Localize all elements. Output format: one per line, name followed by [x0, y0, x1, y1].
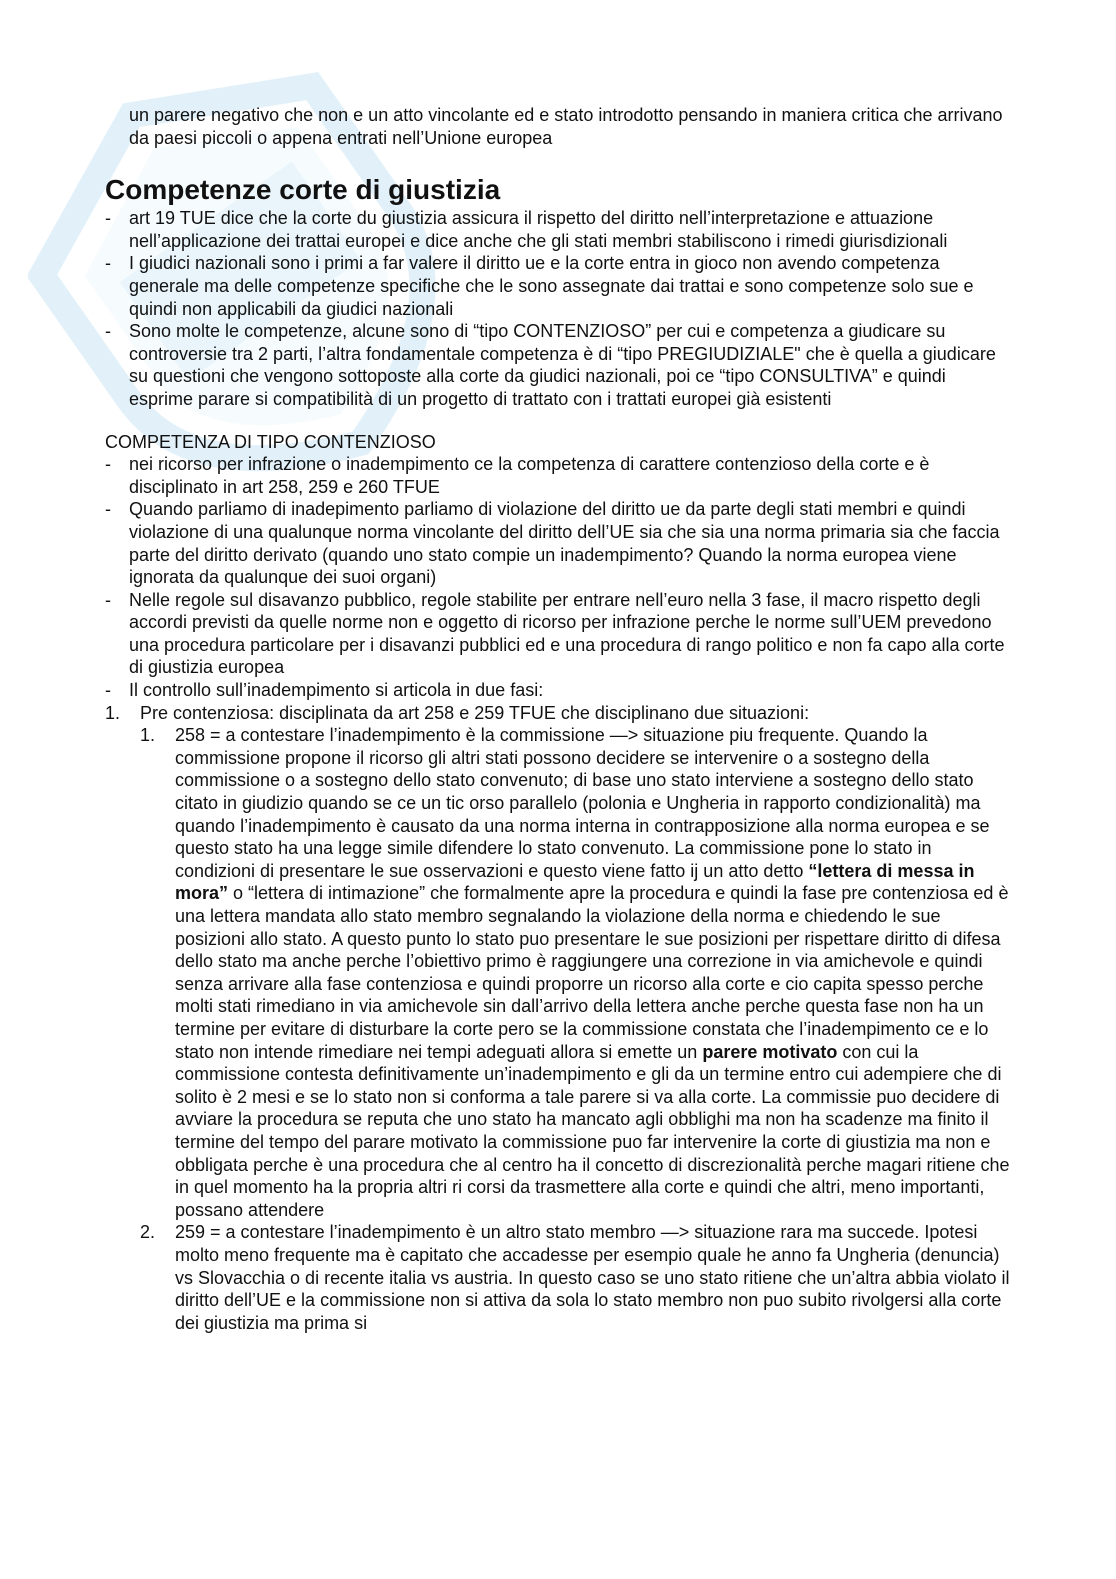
- section-title-competenze: Competenze corte di giustizia: [105, 174, 501, 206]
- list-item: - I giudici nazionali sono i primi a far valere il diritto ue e la corte entra in gioco non avendo competenza generale ma delle competenze specifiche che le sono assegnate dai trattai e sono competenze solo sue e quindi non applicabili da giudici nazionali: [105, 252, 1010, 320]
- competenze-bullet-list: [105, 207, 1010, 410]
- section-title-contenzioso: COMPETENZA DI TIPO CONTENZIOSO: [105, 431, 436, 452]
- situation-item: [140, 724, 1010, 1221]
- contenzioso-bullet-list: [105, 453, 1010, 702]
- list-marker: 1.: [105, 702, 121, 723]
- situations-list: [140, 724, 1010, 1334]
- situation-text: con cui la commissione contesta definitivamente un’inadempimento e gli da un termine entro cui adempiere che di solito è 2 mesi e se lo stato non si conforma a tale parere si va alla corte. La commissie puo decidere di avviare la procedura se reputa che uno stato ha mancato agli obblighi ma non ha scadenze ma finito il termine del tempo del parare motivato la commissione puo far intervenire la corte di giustizia ma non e obbligata perche è una procedura che al centro ha il concetto di discrezionalità perche magari ritiene che in quel momento ha la propria altri ri corsi da trasmettere alla corte e quindi che altri, meno importanti, possano attendere: [175, 1041, 1010, 1220]
- list-marker: 1.: [140, 725, 156, 746]
- list-item: - nei ricorso per infrazione o inadempimento ce la competenza di carattere contenzioso della corte e è disciplinato in art 258, 259 e 260 TFUE: [105, 453, 1010, 498]
- situation-text: o “lettera di intimazione” che formalmente apre la procedura e quindi la fase pre contenziosa ed è una lettera mandata allo stato membro segnalando la violazione della norma e chiedendo le sue posizioni allo stato. A questo punto lo stato puo presentare le sue posizioni per rispettare diritto di difesa dello stato ma anche perche l’obiettivo primo è raggiungere una correzione in via amichevole e quindi senza arrivare alla fase contenziosa e quindi proporre un ricorso alla corte e cio capita spesso perche molti stati rimediano in via amichevole sin dall’arrivo della lettera anche perche questa fase non ha un termine per evitare di disturbare la corte pero se la commissione constata che l’inadempimento ce e lo stato non intende rimediare nei tempi adeguati allora si emette un: [175, 883, 1009, 1062]
- phase-item: [105, 702, 1010, 1335]
- list-marker: 2.: [140, 1222, 156, 1243]
- bold-term: “lettera di messa in mora”: [175, 860, 975, 904]
- phase-text: Pre contenziosa: disciplinata da art 258 e 259 TFUE che disciplinano due situazioni:: [140, 702, 810, 723]
- situation-text: 259 = a contestare l’inadempimento è un altro stato membro —> situazione rara ma succede. Ipotesi molto meno frequente ma è capitato che accadesse per esempio quale he anno fa Ungheria (denuncia) vs Slovacchia o di recente italia vs austria. In questo caso se uno stato ritiene che un’altra abbia violato il diritto dell’UE e la commissione non si attiva da sola lo stato membro non puo subito rivolgersi alla corte dei giustizia ma prima si: [175, 1222, 1010, 1333]
- document-content: [105, 104, 1010, 1334]
- bold-term: parere motivato: [702, 1041, 838, 1062]
- list-item: - Il controllo sull’inadempimento si articola in due fasi:: [105, 679, 1010, 702]
- intro-paragraph: un parere negativo che non e un atto vincolante ed e stato introdotto pensando in maniera critica che arrivano da paesi piccoli o appena entrati nell’Unione europea: [129, 105, 1003, 148]
- list-item: - Sono molte le competenze, alcune sono di “tipo CONTENZIOSO” per cui e competenza a giudicare su controversie tra 2 parti, l’altra fondamentale competenza è di “tipo PREGIUDIZIALE" che è quella a giudicare su questioni che vengono sottoposte alla corte da giudici nazionali, poi ce “tipo CONSULTIVA” e quindi esprime parare si compatibilità di un progetto di trattato con i trattati europei già esistenti: [105, 320, 1010, 410]
- phases-list: [105, 702, 1010, 1335]
- list-item: - Quando parliamo di inadepimento parliamo di violazione del diritto ue da parte degli stati membri e quindi violazione di una qualunque norma vincolante del diritto dell’UE sia che sia una norma primaria sia che faccia parte del diritto derivato (quando uno stato compie un inadempimento? Quando la norma europea viene ignorata da qualunque dei suoi organi): [105, 498, 1010, 588]
- list-item: - Nelle regole sul disavanzo pubblico, regole stabilite per entrare nell’euro nella 3 fase, il macro rispetto degli accordi previsti da quelle norme non e oggetto di ricorso per infrazione perche le norme sull’UEM prevedono una procedura particolare per i disavanzi pubblici ed e una procedura di rango politico e non fa capo alla corte di giustizia europea: [105, 589, 1010, 679]
- situation-item: [140, 1221, 1010, 1334]
- situation-text: 258 = a contestare l’inadempimento è la commissione —> situazione piu frequente. Quando la commissione propone il ricorso gli altri stati possono decidere se intervenire o a sostegno della commissione o a sostegno dello stato convenuto; di base uno stato interviene a sostegno dello stato citato in giudizio quando se ce un tic orso parallelo (polonia e Ungheria in rapporto condizionalità) ma quando l’inadempimento è causato da una norma interna in contrapposizione alla norma europea e se questo stato ha una legge simile difendere lo stato convenuto. La commissione pone lo stato in condizioni di presentare le sue osservazioni e questo viene fatto ij un atto detto: [175, 725, 990, 881]
- list-item: - art 19 TUE dice che la corte du giustizia assicura il rispetto del diritto nell’interpretazione e attuazione nell’applicazione dei trattai europei e dice anche che gli stati membri stabiliscono i rimedi giurisdizionali: [105, 207, 1010, 252]
